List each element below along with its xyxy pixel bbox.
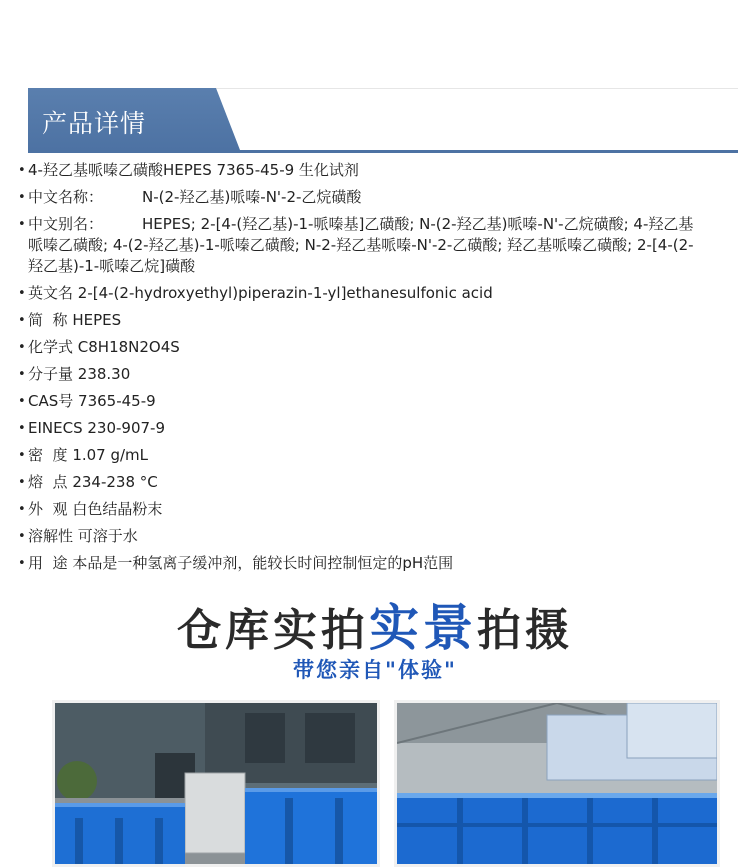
spec-value: 230-907-9 (87, 419, 166, 437)
spec-label: 外 观 (28, 500, 73, 518)
spec-label: 分子量 (28, 365, 78, 383)
warehouse-exterior-photo-graphic (55, 703, 377, 864)
spec-label: CAS号 (28, 392, 79, 410)
spec-label: 中文别名： (28, 215, 104, 233)
spec-english-name (18, 283, 708, 304)
banner-title-accent: 实景 (369, 599, 477, 657)
spec-value: 本品是一种氢离子缓冲剂，能较长时间控制恒定的pH范围 (72, 554, 454, 572)
spec-label: 熔 点 (28, 473, 73, 491)
spec-product-name (18, 160, 708, 181)
spec-list (18, 160, 708, 580)
spec-value: HEPES; 2-[4-(羟乙基)-1-哌嗪基]乙磺酸; N-(2-羟乙基)哌嗪-N'-乙烷磺酸; 4-羟乙基哌嗪乙磺酸; 4-(2-羟乙基)-1-哌嗪乙磺酸; N-2-羟乙基哌嗪-N'-2-乙磺酸; 羟乙基哌嗪乙磺酸; 2-[4-(2-羟乙基)-1-哌嗪乙烷]磺酸 (28, 215, 694, 275)
spec-label: 密 度 (28, 446, 73, 464)
spec-label: 中文名称： (28, 188, 104, 206)
spec-value: C8H18N2O4S (77, 338, 180, 356)
spec-value: 1.07 g/mL (72, 446, 149, 464)
spec-value: 可溶于水 (77, 527, 138, 545)
spec-label: 用 途 (28, 554, 73, 572)
warehouse-banner-subtitle: 带您亲自"体验" (293, 658, 457, 682)
spec-appearance (18, 499, 708, 520)
spec-value: 234-238 °C (72, 473, 158, 491)
spec-density (18, 445, 708, 466)
spec-label: EINECS (28, 419, 88, 437)
spec-label: 溶解性 (28, 527, 78, 545)
spec-usage (18, 553, 708, 574)
spec-value: 2-[4-(2-hydroxyethyl)piperazin-1-yl]ethanesulfonic acid (77, 284, 493, 302)
section-title: 产品详情 (42, 109, 147, 138)
spec-label: 简 称 (28, 311, 73, 329)
warehouse-banner-title (0, 588, 750, 660)
section-header (28, 88, 738, 154)
spec-einecs (18, 418, 708, 439)
section-header-underline (28, 150, 738, 153)
spec-label: 英文名 (28, 284, 78, 302)
spec-value: 7365-45-9 (78, 392, 156, 410)
spec-abbreviation (18, 310, 708, 331)
spec-label: 化学式 (28, 338, 78, 356)
spec-value: N-(2-羟乙基)哌嗪-N'-2-乙烷磺酸 (142, 188, 362, 206)
spec-value: 4-羟乙基哌嗪乙磺酸HEPES 7365-45-9 生化试剂 (28, 161, 359, 179)
spec-value: 238.30 (77, 365, 131, 383)
warehouse-interior-photo-graphic (397, 703, 717, 864)
spec-chinese-alias (18, 214, 708, 277)
spec-cas (18, 391, 708, 412)
banner-title-part1: 仓库实拍 (177, 605, 369, 656)
spec-solubility (18, 526, 708, 547)
spec-formula (18, 337, 708, 358)
warehouse-exterior-drums-photo (52, 700, 380, 867)
spec-value: HEPES (72, 311, 122, 329)
spec-melting-point (18, 472, 708, 493)
spec-chinese-name (18, 187, 708, 208)
warehouse-interior-drums-photo (394, 700, 720, 867)
spec-value: 白色结晶粉末 (72, 500, 163, 518)
spec-molecular-weight (18, 364, 708, 385)
banner-title-part2: 拍摄 (477, 605, 573, 656)
